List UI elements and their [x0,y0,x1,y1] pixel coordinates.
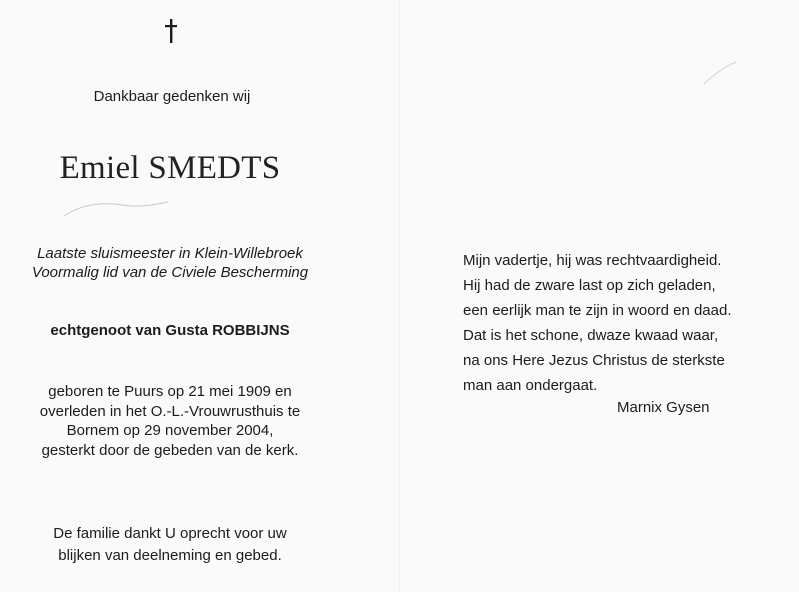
poem [463,248,793,398]
decorative-stroke [62,196,172,222]
deceased-name: Emiel SMEDTS [59,150,281,186]
thanks-text [0,523,340,567]
thanks-line: De familie dankt U oprecht voor uw [53,525,287,542]
poem-line: Hij had de zware last op zich geladen, [463,277,716,294]
intro-text: Dankbaar gedenken wij [93,88,251,105]
spouse-line: echtgenoot van Gusta ROBBIJNS [50,322,290,339]
subtitle-line: Laatste sluismeester in Klein-Willebroek [37,245,303,262]
birth-line: geboren te Puurs op 21 mei 1909 en [48,383,292,400]
birth-line: Bornem op 29 november 2004, [66,422,274,439]
poem-line: Dat is het schone, dwaze kwaad waar, [463,327,719,344]
subtitle-line: Voormalig lid van de Civiele Bescherming [31,264,309,281]
left-page [0,0,399,592]
cross-icon [164,18,178,44]
poem-line: na ons Here Jezus Christus de sterkste [463,352,725,369]
birth-line: gesterkt door de gebeden van de kerk. [41,441,299,459]
poem-line: een eerlijk man te zijn in woord en daad. [463,302,732,319]
subtitle [0,244,340,282]
birth-death-info [0,382,340,460]
birth-line: overleden in het O.-L.-Vrouwrusthuis te [39,402,301,420]
right-page [400,0,799,592]
decorative-stroke [700,58,740,88]
thanks-line: blijken van deelneming en gebed. [58,547,282,564]
poem-author: Marnix Gysen [617,399,710,416]
poem-line: man aan ondergaat. [463,377,598,394]
poem-line: Mijn vadertje, hij was rechtvaardigheid. [463,252,722,269]
